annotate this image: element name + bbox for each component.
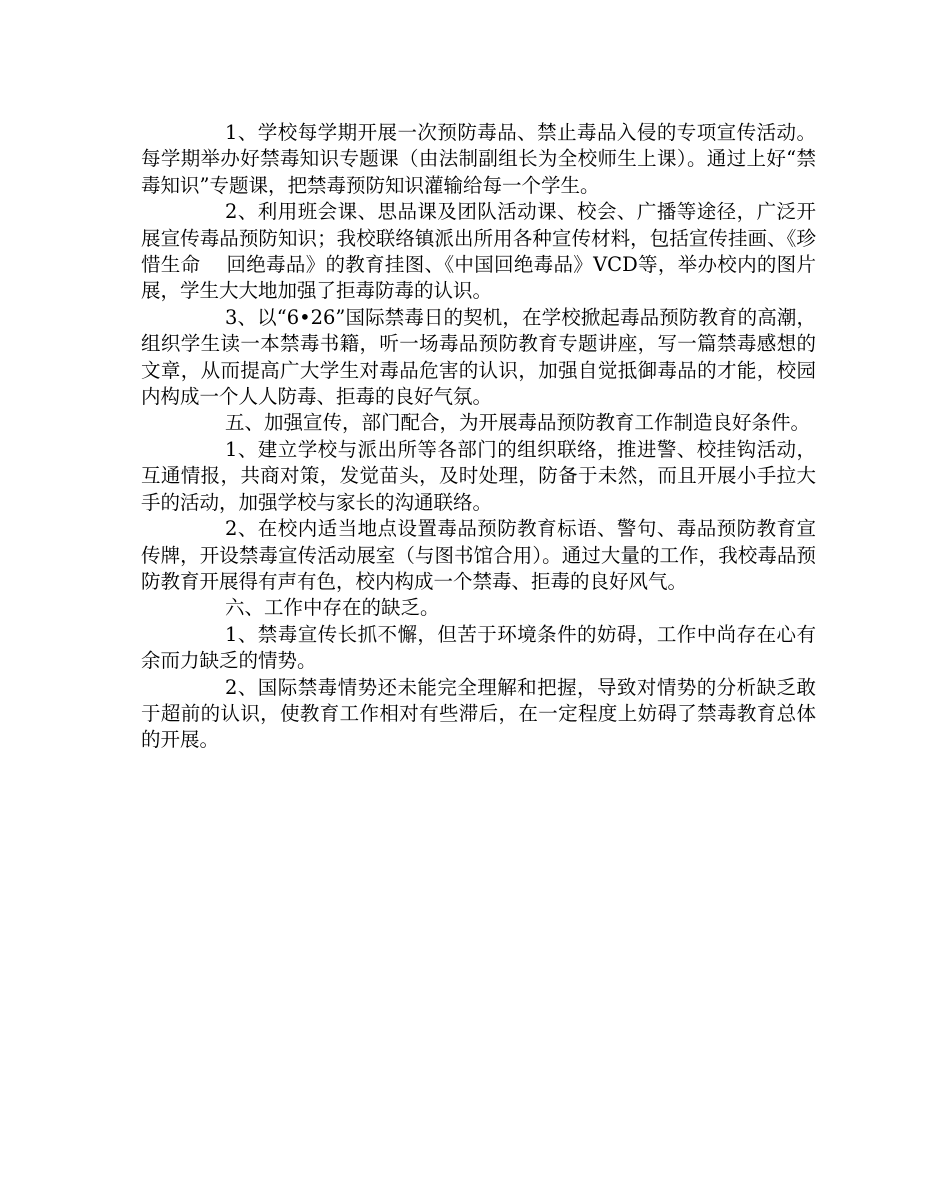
paragraph-8: 1、禁毒宣传长抓不懈，但苦于环境条件的妨碍，工作中尚存在心有余而力缺乏的情势。	[141, 622, 816, 673]
paragraph-5: 1、建立学校与派出所等各部门的组织联络，推进警、校挂钩活动，互通情报，共商对策，发觉苗头，及时处理，防备于未然，而且开展小手拉大手的活动，加强学校与家长的沟通联络。	[141, 437, 816, 514]
paragraph-2: 2、利用班会课、思品课及团队活动课、校会、广播等途径，广泛开展宣传毒品预防知识；我校联络镇派出所用各种宣传材料，包括宣传挂画、《珍惜生命 回绝毒品》的教育挂图、《中国回绝毒品》VCD等，举办校内的图片展，学生大大地加强了拒毒防毒的认识。	[141, 200, 816, 303]
section-heading-6: 六、工作中存在的缺乏。	[225, 596, 440, 620]
document-body	[141, 120, 816, 754]
paragraph-1: 1、学校每学期开展一次预防毒品、禁止毒品入侵的专项宣传活动。每学期举办好禁毒知识专题课（由法制副组长为全校师生上课）。通过上好“禁毒知识”专题课，把禁毒预防知识灌输给每一个学生。	[141, 121, 816, 197]
paragraph-3: 3、以“6•26”国际禁毒日的契机，在学校掀起毒品预防教育的高潮，组织学生读一本禁毒书籍，听一场毒品预防教育专题讲座，写一篇禁毒感想的文章，从而提高广大学生对毒品危害的认识，加强自觉抵御毒品的才能，校园内构成一个人人防毒、拒毒的良好气氛。	[141, 305, 816, 409]
paragraph-9: 2、国际禁毒情势还未能完全理解和把握，导致对情势的分析缺乏敢于超前的认识，使教育工作相对有些滞后，在一定程度上妨碍了禁毒教育总体的开展。	[141, 675, 816, 752]
section-heading-5: 五、加强宣传，部门配合，为开展毒品预防教育工作制造良好条件。	[225, 411, 811, 435]
paragraph-6: 2、在校内适当地点设置毒品预防教育标语、警句、毒品预防教育宣传牌，开设禁毒宣传活动展室（与图书馆合用）。通过大量的工作，我校毒品预防教育开展得有声有色，校内构成一个禁毒、拒毒的良好风气。	[141, 517, 816, 593]
